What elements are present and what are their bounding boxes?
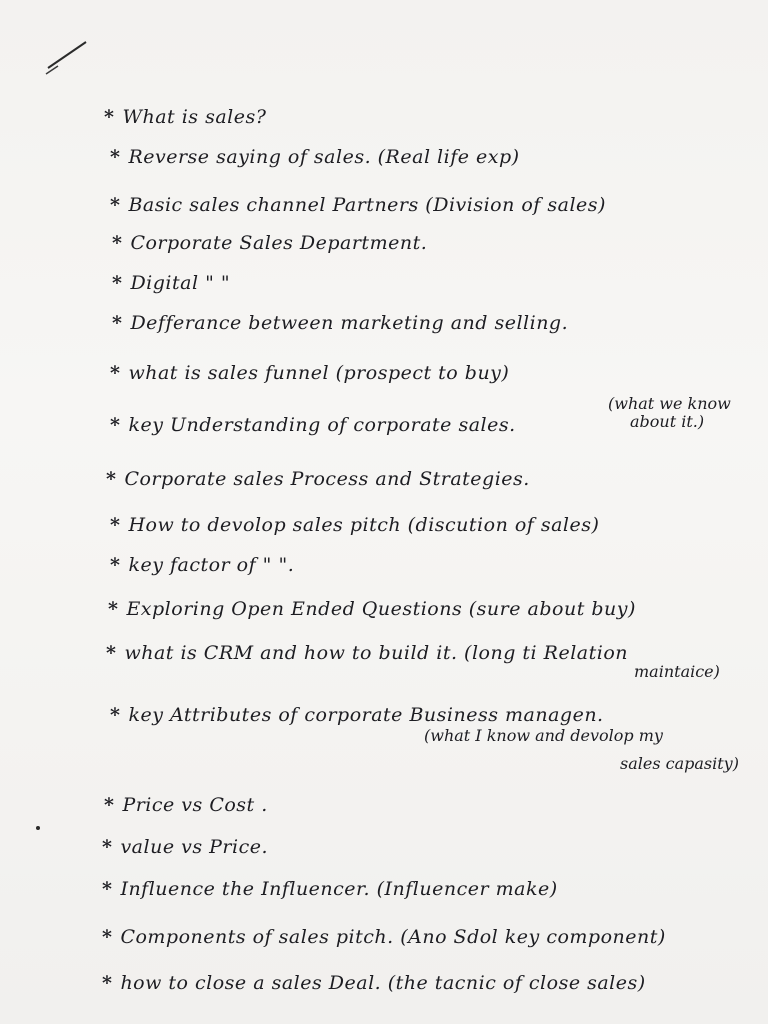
- bullet-star: *: [106, 468, 117, 490]
- bullet-star: *: [112, 232, 123, 254]
- note-line: [102, 880, 558, 899]
- note-line: [112, 274, 230, 293]
- note-subline: about it.): [630, 412, 705, 431]
- note-text: key factor of " ".: [128, 554, 295, 576]
- note-subline: (what I know and devolop my: [424, 726, 663, 745]
- note-text: how to close a sales Deal. (the tacnic of close sales): [120, 972, 646, 994]
- note-line: [104, 108, 266, 127]
- note-subline: maintaice): [634, 662, 720, 681]
- note-text: Price vs Cost .: [122, 794, 268, 816]
- note-line: [104, 796, 268, 815]
- note-text: What is sales?: [122, 106, 267, 128]
- note-line: [112, 234, 427, 253]
- note-text: what is sales funnel (prospect to buy): [128, 362, 510, 384]
- note-line: [102, 838, 268, 857]
- note-line: [102, 928, 666, 947]
- note-text: Corporate Sales Department.: [130, 232, 428, 254]
- bullet-star: *: [110, 704, 121, 726]
- note-text: Components of sales pitch. (Ano Sdol key component): [120, 926, 666, 948]
- note-text: Corporate sales Process and Strategies.: [124, 468, 530, 490]
- note-text: Basic sales channel Partners (Division of sales): [128, 194, 606, 216]
- note-text: value vs Price.: [120, 836, 268, 858]
- note-line: [110, 706, 604, 725]
- stray-dot: [36, 826, 40, 830]
- bullet-star: *: [104, 106, 115, 128]
- note-text: Exploring Open Ended Questions (sure about buy): [126, 598, 636, 620]
- bullet-star: *: [106, 642, 117, 664]
- bullet-star: *: [102, 878, 113, 900]
- note-line: [108, 600, 636, 619]
- bullet-star: *: [102, 972, 113, 994]
- note-subline: (what we know: [608, 394, 731, 413]
- note-line: [110, 364, 509, 383]
- note-line: [112, 314, 568, 333]
- bullet-star: *: [110, 514, 121, 536]
- note-subline: sales capasity): [620, 754, 739, 773]
- bullet-star: *: [104, 794, 115, 816]
- note-line: [106, 644, 628, 663]
- note-text: key Understanding of corporate sales.: [128, 414, 516, 436]
- pen-stroke-mark: [40, 34, 100, 94]
- note-line: [106, 470, 530, 489]
- note-line: [102, 974, 646, 993]
- bullet-star: *: [110, 362, 121, 384]
- note-line: [110, 196, 606, 215]
- bullet-star: *: [102, 926, 113, 948]
- bullet-star: *: [110, 554, 121, 576]
- note-text: Influence the Influencer. (Influencer make): [120, 878, 558, 900]
- bullet-star: *: [110, 194, 121, 216]
- note-line: [110, 416, 516, 435]
- note-text: Defferance between marketing and selling.: [130, 312, 569, 334]
- note-text: How to devolop sales pitch (discution of sales): [128, 514, 600, 536]
- note-text: what is CRM and how to build it. (long ti Relation: [124, 642, 629, 664]
- note-line: [110, 516, 599, 535]
- bullet-star: *: [112, 312, 123, 334]
- note-text: Digital " ": [130, 272, 231, 294]
- bullet-star: *: [112, 272, 123, 294]
- bullet-star: *: [108, 598, 119, 620]
- bullet-star: *: [110, 146, 121, 168]
- bullet-star: *: [102, 836, 113, 858]
- bullet-star: *: [110, 414, 121, 436]
- note-line: [110, 148, 520, 167]
- note-text: Reverse saying of sales. (Real life exp): [128, 146, 520, 168]
- note-line: [110, 556, 294, 575]
- note-text: key Attributes of corporate Business managen.: [128, 704, 604, 726]
